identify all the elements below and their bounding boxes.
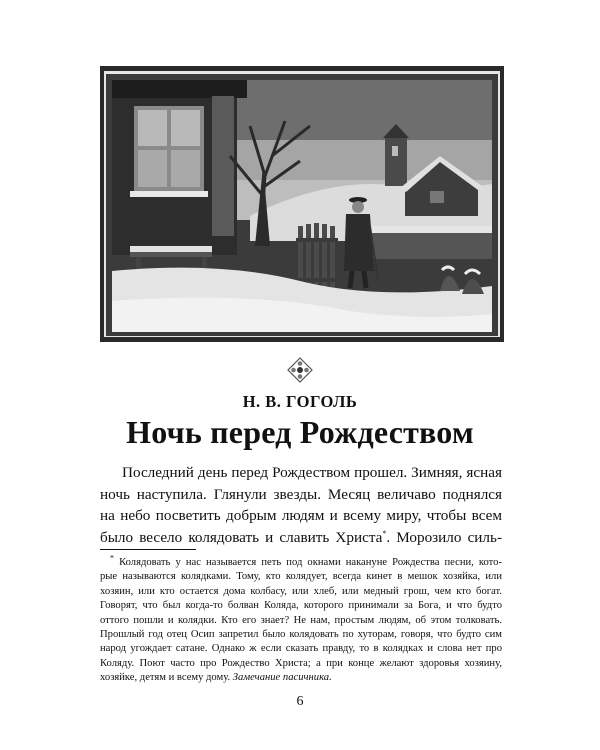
footnote-line: оттого пошли и колядки. Кто его знает? Не нам, простым людям, об этом толковать.	[100, 614, 502, 626]
body-line-part: . Морозило силь-	[386, 528, 502, 546]
footnote-mark[interactable]: *	[382, 528, 387, 538]
author-name: Н. В. ГОГОЛЬ	[242, 392, 358, 411]
body-line: на небо посветить добрым людям и всему миру, чтобы всем	[100, 507, 502, 524]
footnote-line: рые называются колядками. Тому, кто колядует, всегда кинет в мешок хозяйка, или	[100, 571, 502, 583]
footnote-line-text: Колядовать у нас называется петь под окнами накануне Рождества песни, кото-	[119, 557, 502, 568]
footnote-line	[100, 671, 502, 685]
footnote-line	[100, 553, 502, 570]
footnote-line-text: хозяйке, детям и всему дому.	[100, 672, 231, 684]
footnote-line: народ угождает сатане. Однако ж если сказать правду, то в колядках и слова нет про	[100, 643, 502, 655]
footnote	[100, 553, 502, 686]
body-line-part: было весело колядовать и славить Христа	[100, 528, 383, 546]
footnote-line: Коляду. Поют часто про Рождество Христа; а при конце желают здоровья хозяину,	[100, 657, 502, 669]
body-line: Последний день перед Рождеством прошел. Зимняя, ясная	[122, 464, 502, 481]
footnote-mark: *	[110, 553, 114, 563]
footnote-divider	[100, 549, 196, 550]
body-line	[100, 527, 502, 549]
body-line: ночь наступила. Глянули звезды. Месяц величаво поднялся	[100, 485, 502, 503]
story-title: Ночь перед Рождеством	[126, 414, 474, 450]
illustration	[100, 66, 504, 342]
diamond-flower-ornament-icon	[287, 357, 313, 383]
footnote-signature: Замечание пасичника.	[232, 672, 332, 684]
body-paragraph	[100, 462, 502, 548]
footnote-line: Прошлый год отец Осип запретил было колядовать по хуторам, говоря, что будто сим	[100, 628, 502, 640]
winter-village-illustration-icon	[100, 66, 504, 342]
footnote-line: хозяин, или кто остается дома колбасу, или хлеб, или медный грош, чем кто богат.	[100, 585, 502, 597]
footnote-line: Говорят, что был когда-то болван Коляда, которого принимали за Бога, и что будто	[100, 600, 502, 612]
page-number: 6	[296, 694, 304, 709]
